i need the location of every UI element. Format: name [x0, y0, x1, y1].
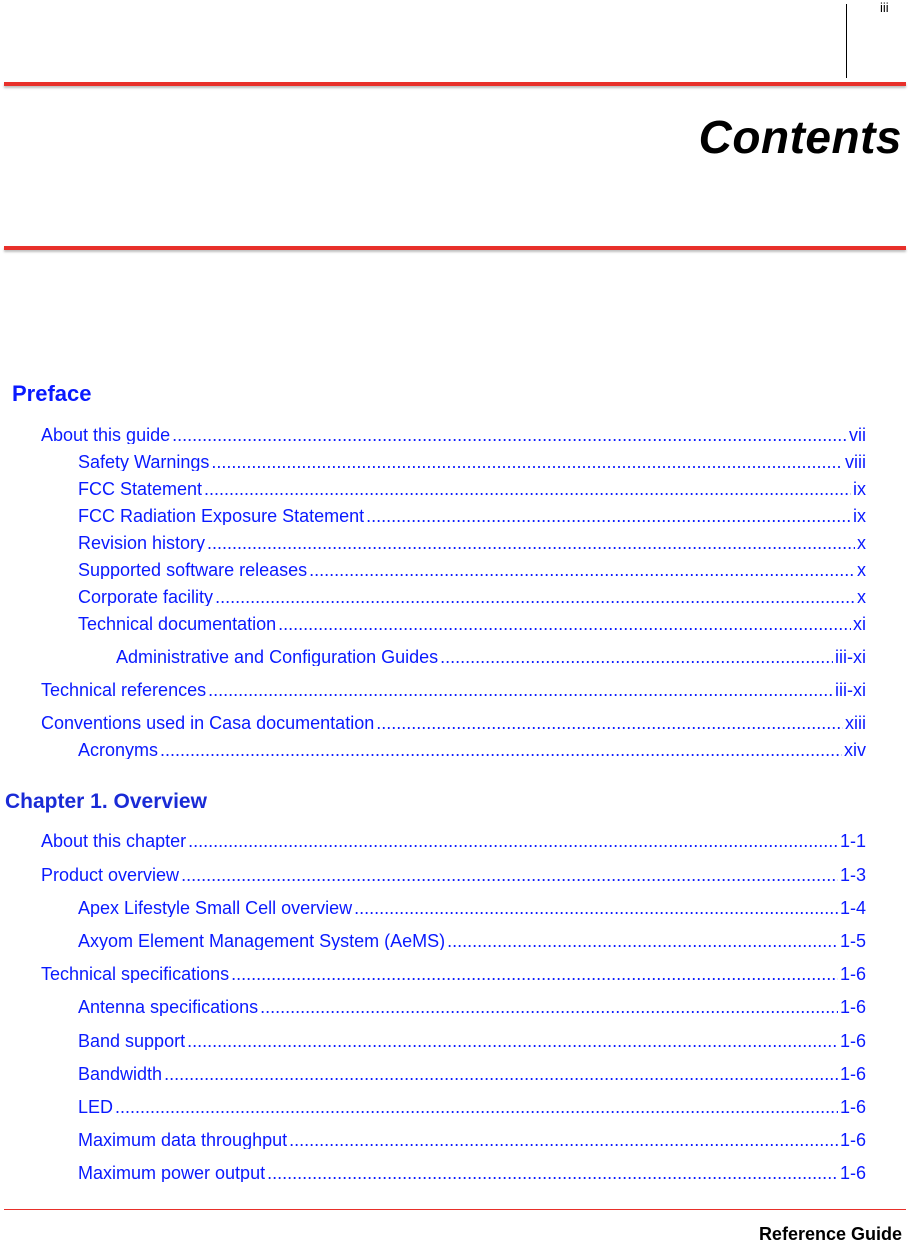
- toc-entry-fcc-statement[interactable]: FCC Statement ..... ix: [78, 480, 866, 498]
- toc-entry-revision-history[interactable]: Revision history ..... x: [78, 534, 866, 552]
- title-rule-top: [4, 82, 906, 86]
- toc-entry-max-power-output[interactable]: Maximum power output ..... 1-6: [78, 1164, 866, 1182]
- header-divider: [846, 4, 847, 78]
- toc-entry-corporate-facility[interactable]: Corporate facility ..... x: [78, 588, 866, 606]
- toc-entry-technical-specifications[interactable]: Technical specifications ..... 1-6: [41, 965, 866, 983]
- toc-entry-max-data-throughput[interactable]: Maximum data throughput ..... 1-6: [78, 1131, 866, 1149]
- toc-entry-about-this-guide[interactable]: About this guide ..... vii: [41, 426, 866, 444]
- toc-entry-safety-warnings[interactable]: Safety Warnings ..... viii: [78, 453, 866, 471]
- preface-heading[interactable]: Preface: [12, 381, 92, 406]
- footer-title: Reference Guide: [758, 1224, 902, 1244]
- toc-entry-product-overview[interactable]: Product overview ..... 1-3: [41, 866, 866, 884]
- toc-entry-supported-software[interactable]: Supported software releases ..... x: [78, 561, 866, 579]
- toc-entry-about-this-chapter[interactable]: About this chapter ..... 1-1: [41, 832, 866, 850]
- toc-entry-admin-config-guides[interactable]: Administrative and Configuration Guides ..... iii-xi: [116, 648, 866, 666]
- toc-entry-aems[interactable]: Axyom Element Management System (AeMS) ..... 1-5: [78, 932, 866, 950]
- toc-entry-fcc-radiation[interactable]: FCC Radiation Exposure Statement ..... ix: [78, 507, 866, 525]
- toc-entry-led[interactable]: LED ..... 1-6: [78, 1098, 866, 1116]
- page-number: iii: [880, 0, 889, 15]
- toc-entry-bandwidth[interactable]: Bandwidth ..... 1-6: [78, 1065, 866, 1083]
- footer-rule: [4, 1209, 906, 1210]
- toc-entry-antenna-specifications[interactable]: Antenna specifications ..... 1-6: [78, 998, 866, 1016]
- toc-entry-acronyms[interactable]: Acronyms ..... xiv: [78, 741, 866, 759]
- toc-entry-technical-references[interactable]: Technical references ..... iii-xi: [41, 681, 866, 699]
- toc-entry-technical-documentation[interactable]: Technical documentation ..... xi: [78, 615, 866, 633]
- toc-entry-conventions[interactable]: Conventions used in Casa documentation ..... xiii: [41, 714, 866, 732]
- title-rule-bottom: [4, 246, 906, 250]
- toc-entry-band-support[interactable]: Band support ..... 1-6: [78, 1032, 866, 1050]
- page-title: Contents: [698, 111, 902, 163]
- toc-entry-apex-overview[interactable]: Apex Lifestyle Small Cell overview ..... 1-4: [78, 899, 866, 917]
- chapter-1-heading[interactable]: Chapter 1. Overview: [5, 790, 207, 813]
